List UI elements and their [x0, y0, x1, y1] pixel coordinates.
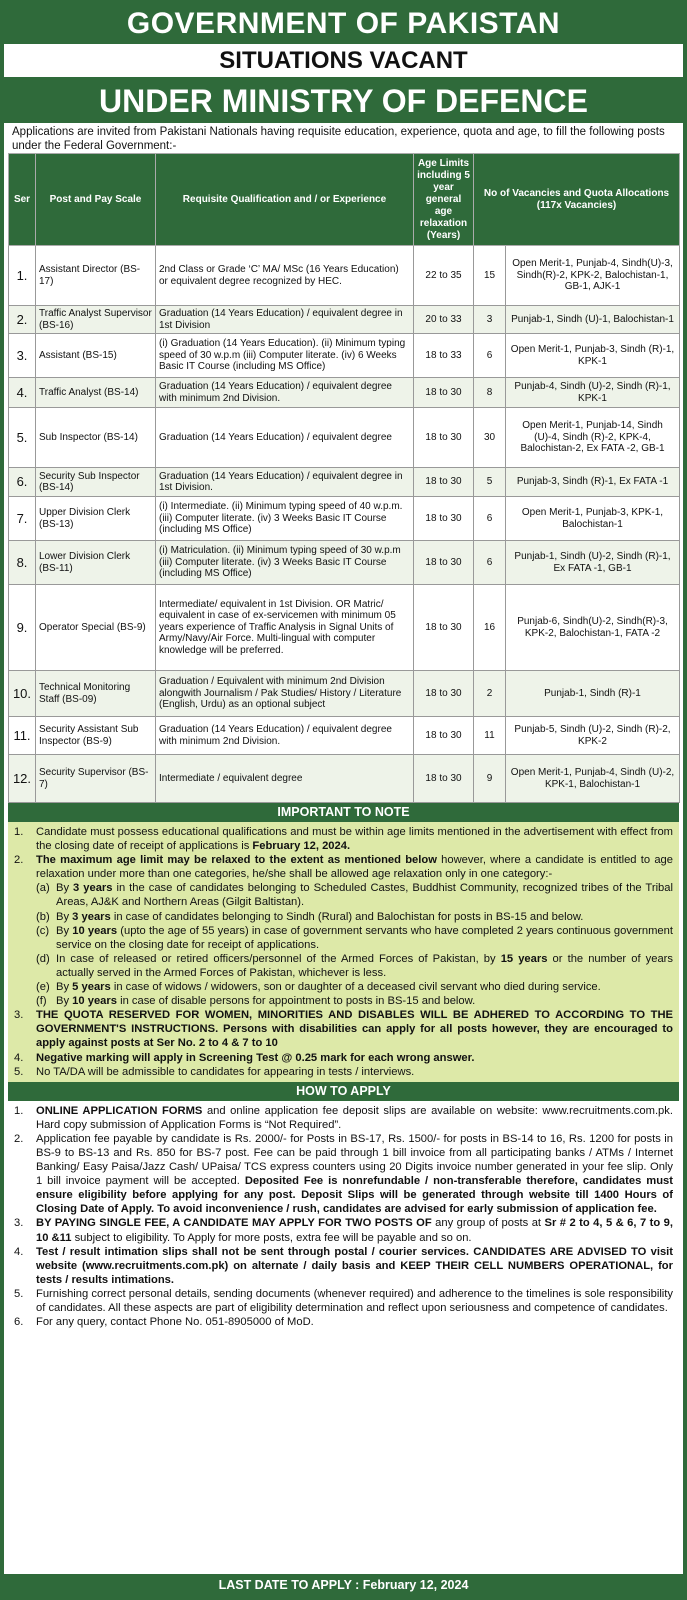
- row-age: 18 to 30: [414, 717, 474, 755]
- row-quota: Open Merit-1, Punjab-4, Sindh(U)-3, Sindh(R)-2, KPK-2, Balochistan-1, GB-1, AJK-1: [506, 246, 680, 306]
- row-qualification: Intermediate/ equivalent in 1st Division. OR Matric/ equivalent in case of ex-servicemen with minimum 05 years experience of Traffic Analysis in Signal Units of Army/Navy/Air Force. Multi-lingual with computer knowledge will be preferred.: [156, 585, 414, 671]
- table-row: [9, 306, 680, 334]
- row-ser: 6.: [9, 468, 36, 497]
- row-age: 20 to 33: [414, 306, 474, 334]
- table-row: [9, 585, 680, 671]
- row-post: Security Supervisor (BS-7): [36, 755, 156, 803]
- row-qualification: Graduation (14 Years Education) / equivalent degree in 1st Division: [156, 306, 414, 334]
- table-row: [9, 755, 680, 803]
- row-qualification: Graduation / Equivalent with minimum 2nd Division alongwith Journalism / Pak Studies/ History / Literature (English, Urdu) as an optional subject: [156, 671, 414, 717]
- row-quota: Punjab-1, Sindh (R)-1: [506, 671, 680, 717]
- row-post: Upper Division Clerk (BS-13): [36, 497, 156, 541]
- row-ser: 7.: [9, 497, 36, 541]
- table-row: [9, 541, 680, 585]
- row-vacancies: 15: [474, 246, 506, 306]
- row-vacancies: 6: [474, 541, 506, 585]
- how-to-apply: [8, 1101, 679, 1332]
- apply-item: 6. For any query, contact Phone No. 051-8905000 of MoD.: [14, 1316, 314, 1329]
- note-item: 3. THE QUOTA RESERVED FOR WOMEN, MINORITIES AND DISABLES WILL BE ADHERED TO ACCORDING TO THE GOVERNMENT'S INSTRUCTIONS. Persons with disabilities can apply for all posts however, they are encouraged to apply against posts at Ser No. 2 to 4 & 7 to 10: [14, 1009, 673, 1050]
- row-quota: Punjab-4, Sindh (U)-2, Sindh (R)-1, KPK-1: [506, 378, 680, 408]
- apply-item: 3. BY PAYING SINGLE FEE, A CANDIDATE MAY APPLY FOR TWO POSTS OF any group of posts at Sr # 2 to 4, 5 & 6, 7 to 9, 10 &11 subject to eligibility. To Apply for more posts, extra fee will be payable and so on.: [14, 1217, 673, 1244]
- note-subitem: (a) By 3 years in the case of candidates belonging to Scheduled Castes, Buddhist Community, recognized tribes of the Tribal Areas, AJ&K and Northern Areas (Gilgit Baltistan).: [36, 882, 673, 909]
- row-qualification: (i) Matriculation. (ii) Minimum typing speed of 30 w.p.m (iii) Computer literate. (iv) 3 Weeks Basic IT Course (including MS Office): [156, 541, 414, 585]
- row-qualification: Graduation (14 Years Education) / equivalent degree with minimum 2nd Division.: [156, 717, 414, 755]
- row-qualification: Graduation (14 Years Education) / equivalent degree with minimum 2nd Division.: [156, 378, 414, 408]
- row-age: 18 to 30: [414, 497, 474, 541]
- row-post: Technical Monitoring Staff (BS-09): [36, 671, 156, 717]
- row-vacancies: 5: [474, 468, 506, 497]
- row-vacancies: 2: [474, 671, 506, 717]
- row-post: Security Sub Inspector (BS-14): [36, 468, 156, 497]
- note-subitem: (e) By 5 years in case of widows / widowers, son or daughter of a deceased civil servant who died during service.: [36, 981, 601, 994]
- row-post: Assistant Director (BS-17): [36, 246, 156, 306]
- table-row: [9, 468, 680, 497]
- row-quota: Open Merit-1, Punjab-14, Sindh (U)-4, Sindh (R)-2, KPK-4, Balochistan-2, Ex FATA -2, GB-1: [506, 408, 680, 468]
- note-subitem: (d) In case of released or retired officers/personnel of the Armed Forces of Pakistan, by 15 years or the number of years actually served in the Armed Forces of Pakistan, whichever is less.: [36, 952, 673, 979]
- important-notes: [8, 822, 679, 1082]
- last-date-banner: LAST DATE TO APPLY : February 12, 2024: [4, 1574, 683, 1596]
- row-post: Traffic Analyst (BS-14): [36, 378, 156, 408]
- header-situations-vacant: SITUATIONS VACANT: [4, 44, 683, 79]
- row-qualification: (i) Intermediate. (ii) Minimum typing speed of 40 w.p.m. (iii) Computer literate. (iv) 3 Weeks Basic IT Course (including MS Office): [156, 497, 414, 541]
- row-vacancies: 11: [474, 717, 506, 755]
- row-quota: Open Merit-1, Punjab-4, Sindh (U)-2, KPK-1, Balochistan-1: [506, 755, 680, 803]
- row-vacancies: 9: [474, 755, 506, 803]
- table-row: [9, 717, 680, 755]
- row-quota: Open Merit-1, Punjab-3, Sindh (R)-1, KPK-1: [506, 334, 680, 378]
- note-subitem: (c) By 10 years (upto the age of 55 years) in case of government servants who have completed 2 years continuous government service on the closing date for receipt of applications.: [36, 924, 673, 951]
- col-header-age: Age Limits including 5 year general age relaxation (Years): [414, 154, 474, 246]
- row-ser: 9.: [9, 585, 36, 671]
- table-row: [9, 334, 680, 378]
- row-age: 18 to 30: [414, 378, 474, 408]
- row-age: 18 to 30: [414, 585, 474, 671]
- row-ser: 12.: [9, 755, 36, 803]
- row-quota: Punjab-1, Sindh (U)-1, Balochistan-1: [506, 306, 680, 334]
- row-age: 22 to 35: [414, 246, 474, 306]
- note-subitem: (f) By 10 years in case of disable persons for appointment to posts in BS-15 and below.: [36, 995, 476, 1008]
- row-ser: 4.: [9, 378, 36, 408]
- apply-item: 2. Application fee payable by candidate is Rs. 2000/- for Posts in BS-17, Rs. 1500/- for posts in BS-14 to 16, Rs. 1200 for posts in BS-9 to BS-13 and Rs. 850 for BS-7 post. Fee can be paid through 1 bill invoice from all participating banks / ATMs / Internet Banking/ Easy Paisa/Jazz Cash/ UPaisa/ TCS express counters using 20 Digits invoice number generated in your fee slip. Only 1 bill invoice payment will be accepted. Deposited Fee is nonrefundable / non-transferable therefore, candidates must ensure eligibility before applying for any post. Deposit Slips will be generated through website till 1400 Hours of Closing Date of Apply. To avoid inconvenience / rush, candidates are advised for early submission of application fee.: [14, 1132, 673, 1216]
- row-age: 18 to 33: [414, 334, 474, 378]
- row-vacancies: 6: [474, 334, 506, 378]
- row-quota: Punjab-5, Sindh (U)-2, Sindh (R)-2, KPK-2: [506, 717, 680, 755]
- col-header-quota: No of Vacancies and Quota Allocations (117x Vacancies): [474, 154, 680, 246]
- apply-item: 1. ONLINE APPLICATION FORMS and online application fee deposit slips are available on website: www.recruitments.com.pk. Hard copy submission of Application Forms is “Not Required”.: [14, 1104, 673, 1131]
- row-post: Security Assistant Sub Inspector (BS-9): [36, 717, 156, 755]
- row-qualification: 2nd Class or Grade ‘C’ MA/ MSc (16 Years Education) or equivalent degree recognized by HEC.: [156, 246, 414, 306]
- row-vacancies: 16: [474, 585, 506, 671]
- note-item: 1. Candidate must possess educational qualifications and must be within age limits mentioned in the advertisement with effect from the closing date of receipt of applications is February 12, 2024.: [14, 826, 673, 853]
- row-quota: Punjab-6, Sindh(U)-2, Sindh(R)-3, KPK-2, Balochistan-1, FATA -2: [506, 585, 680, 671]
- row-ser: 2.: [9, 306, 36, 334]
- apply-item: 5. Furnishing correct personal details, sending documents (whenever required) and adherence to the timelines is sole responsibility of candidates. All these aspects are part of eligibility determination and reflect upon seriousness and competence of candidates.: [14, 1287, 673, 1314]
- row-post: Lower Division Clerk (BS-11): [36, 541, 156, 585]
- row-vacancies: 8: [474, 378, 506, 408]
- how-to-apply-title: HOW TO APPLY: [8, 1082, 679, 1101]
- row-quota: Open Merit-1, Punjab-3, KPK-1, Balochistan-1: [506, 497, 680, 541]
- col-header-qualification: Requisite Qualification and / or Experience: [156, 154, 414, 246]
- col-header-post: Post and Pay Scale: [36, 154, 156, 246]
- row-age: 18 to 30: [414, 541, 474, 585]
- vacancies-table: [8, 153, 680, 803]
- table-row: [9, 497, 680, 541]
- note-subitem: (b) By 3 years in case of candidates belonging to Sindh (Rural) and Balochistan for posts in BS-15 and below.: [36, 910, 584, 923]
- table-row: [9, 408, 680, 468]
- note-item: 2. The maximum age limit may be relaxed to the extent as mentioned below however, where a candidate is entitled to age relaxation under more than one categories, he/she shall be allowed age relaxation only in one category:-: [14, 854, 673, 881]
- row-ser: 8.: [9, 541, 36, 585]
- header-ministry: UNDER MINISTRY OF DEFENCE: [4, 79, 683, 123]
- row-qualification: Graduation (14 Years Education) / equivalent degree: [156, 408, 414, 468]
- apply-item: 4. Test / result intimation slips shall not be sent through postal / courier services. CANDIDATES ARE ADVISED TO visit website (www.recruitments.com.pk) on alternate / daily basis and KEEP THEIR CELL NUMBERS OPERATIONAL, for tests / results intimations.: [14, 1245, 673, 1286]
- row-qualification: (i) Graduation (14 Years Education). (ii) Minimum typing speed of 30 w.p.m (iii) Computer literate. (iv) 6 Weeks Basic IT Course (including MS Office): [156, 334, 414, 378]
- row-qualification: Intermediate / equivalent degree: [156, 755, 414, 803]
- row-post: Sub Inspector (BS-14): [36, 408, 156, 468]
- note-item: 4. Negative marking will apply in Screening Test @ 0.25 mark for each wrong answer.: [14, 1051, 475, 1064]
- row-age: 18 to 30: [414, 468, 474, 497]
- row-vacancies: 6: [474, 497, 506, 541]
- row-post: Traffic Analyst Supervisor (BS-16): [36, 306, 156, 334]
- row-quota: Punjab-3, Sindh (R)-1, Ex FATA -1: [506, 468, 680, 497]
- col-header-ser: Ser: [9, 154, 36, 246]
- table-row: [9, 378, 680, 408]
- row-quota: Punjab-1, Sindh (U)-2, Sindh (R)-1, Ex FATA -1, GB-1: [506, 541, 680, 585]
- row-post: Operator Special (BS-9): [36, 585, 156, 671]
- row-ser: 11.: [9, 717, 36, 755]
- header-government: GOVERNMENT OF PAKISTAN: [4, 4, 683, 44]
- table-row: [9, 671, 680, 717]
- intro-text: Applications are invited from Pakistani Nationals having requisite education, experience, quota and age, to fill the following posts under the Federal Government:-: [12, 126, 665, 152]
- important-note-title: IMPORTANT TO NOTE: [8, 803, 679, 822]
- row-ser: 5.: [9, 408, 36, 468]
- row-qualification: Graduation (14 Years Education) / equivalent degree in 1st Division.: [156, 468, 414, 497]
- row-age: 18 to 30: [414, 408, 474, 468]
- row-ser: 10.: [9, 671, 36, 717]
- row-age: 18 to 30: [414, 671, 474, 717]
- row-vacancies: 30: [474, 408, 506, 468]
- row-ser: 3.: [9, 334, 36, 378]
- row-post: Assistant (BS-15): [36, 334, 156, 378]
- row-age: 18 to 30: [414, 755, 474, 803]
- row-vacancies: 3: [474, 306, 506, 334]
- table-row: [9, 246, 680, 306]
- note-item: 5. No TA/DA will be admissible to candidates for appearing in tests / interviews.: [14, 1065, 415, 1078]
- row-ser: 1.: [9, 246, 36, 306]
